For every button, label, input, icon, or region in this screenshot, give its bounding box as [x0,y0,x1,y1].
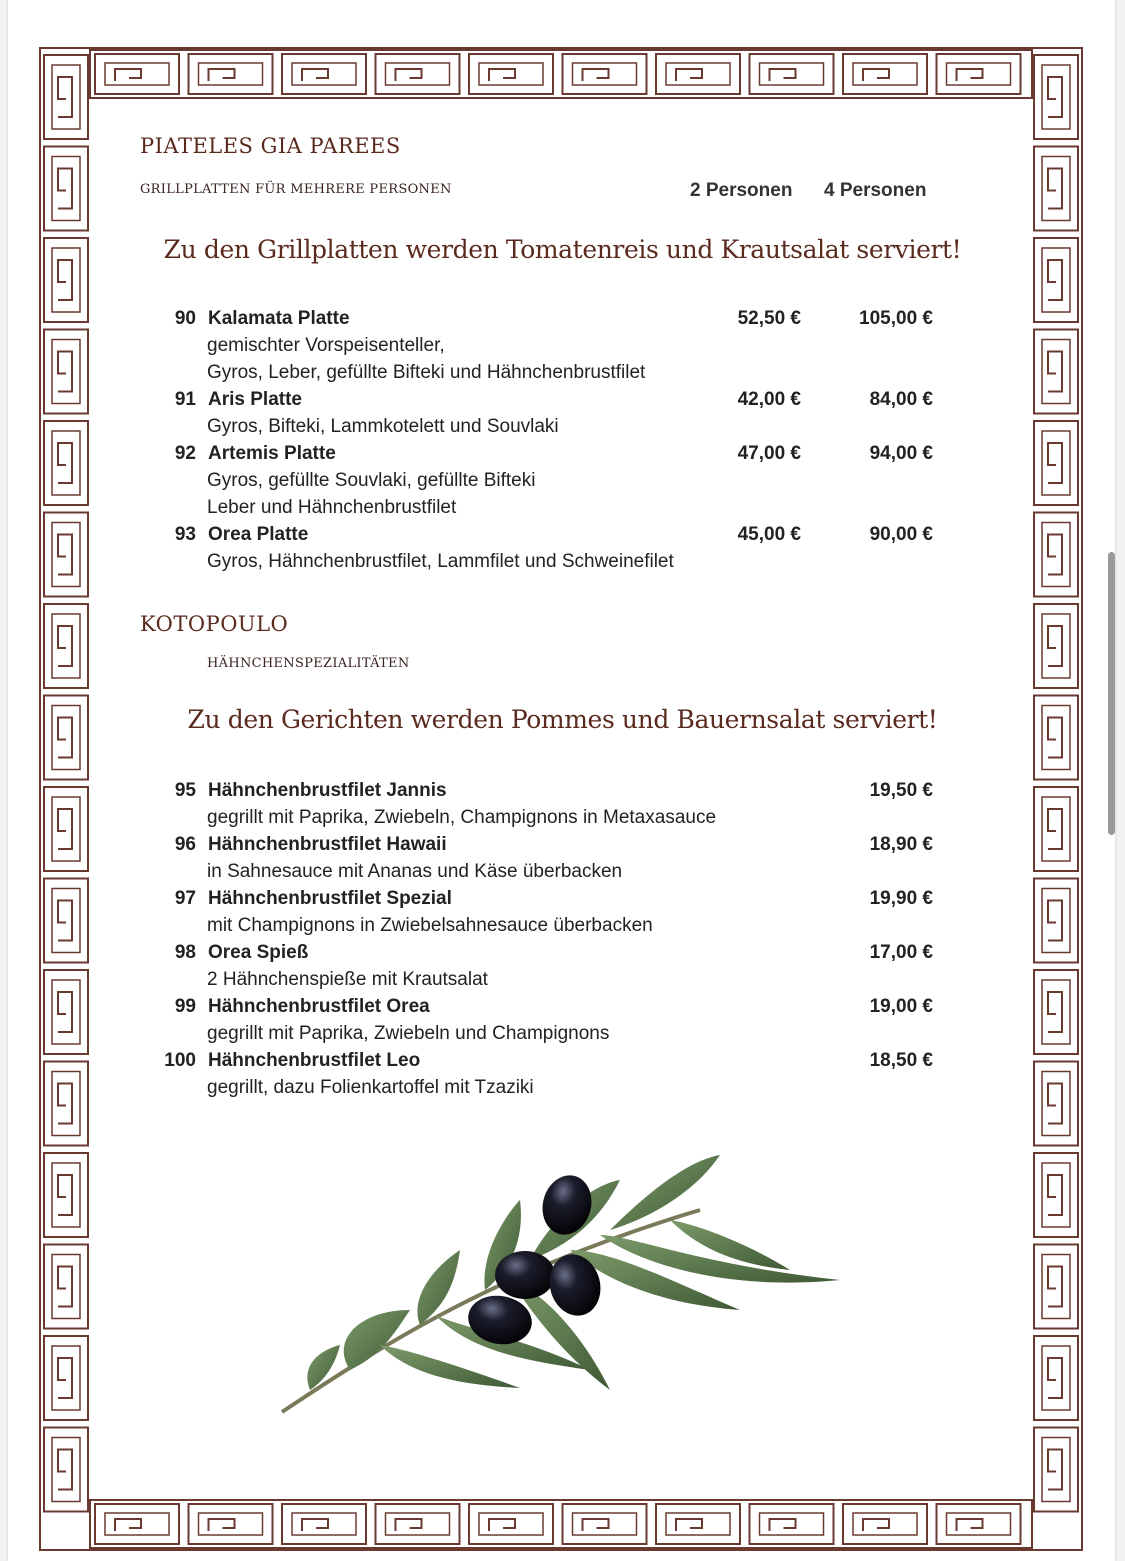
item-number: 100 [164,1050,196,1071]
item-price-4-personen: 84,00 € [869,389,933,410]
item-price: 19,50 € [869,780,933,801]
item-price-4-personen: 94,00 € [869,443,933,464]
item-price-2-personen: 47,00 € [737,443,801,464]
item-price: 17,00 € [869,942,933,963]
item-name: Artemis Platte [208,443,336,464]
item-name: Orea Platte [208,524,309,545]
item-name: Hähnchenbrustfilet Jannis [208,780,447,801]
item-description: 2 Hähnchenspieße mit Krautsalat [207,969,488,990]
item-price: 18,50 € [869,1050,933,1071]
item-description: mit Champignons in Zwiebelsahnesauce überbacken [207,915,653,936]
item-name: Hähnchenbrustfilet Hawaii [208,834,447,855]
item-description: Gyros, gefüllte Souvlaki, gefüllte Bifteki [207,470,536,491]
item-number: 92 [174,443,196,464]
item-price: 18,90 € [869,834,933,855]
item-number: 91 [174,389,196,410]
section-title-kotopoulo: KOTOPOULO [140,612,289,636]
section-subtitle-kotopoulo: HÄHNCHENSPEZIALITÄTEN [207,656,410,671]
item-name: Orea Spieß [208,942,309,963]
item-description: gegrillt mit Paprika, Zwiebeln, Champignons in Metaxasauce [207,807,717,828]
item-description: Gyros, Bifteki, Lammkotelett und Souvlaki [207,416,559,437]
section-subtitle-grillplatten: GRILLPLATTEN FÜR MEHRERE PERSONEN [140,182,452,197]
item-number: 93 [174,524,196,545]
item-price-4-personen: 105,00 € [859,308,933,329]
item-price-4-personen: 90,00 € [869,524,933,545]
item-price-2-personen: 45,00 € [737,524,801,545]
column-header-4-personen: 4 Personen [824,180,927,201]
item-description: Leber und Hähnchenbrustfilet [207,497,457,518]
item-number: 90 [174,308,196,329]
item-name: Hähnchenbrustfilet Orea [208,996,430,1017]
column-header-2-personen: 2 Personen [690,180,793,201]
item-number: 96 [174,834,196,855]
section-title-grillplatten: PIATELES GIA PAREES [140,134,401,158]
item-name: Kalamata Platte [208,308,350,329]
item-description: gegrillt, dazu Folienkartoffel mit Tzaziki [207,1077,534,1098]
item-price-2-personen: 42,00 € [737,389,801,410]
olive-branch-icon [270,1140,870,1440]
item-price: 19,00 € [869,996,933,1017]
item-number: 98 [174,942,196,963]
item-description: Gyros, Hähnchenbrustfilet, Lammfilet und Schweinefilet [207,551,674,572]
item-description: gemischter Vorspeisenteller, [207,335,445,356]
item-price-2-personen: 52,50 € [737,308,801,329]
item-name: Hähnchenbrustfilet Leo [208,1050,421,1071]
item-description: in Sahnesauce mit Ananas und Käse überbacken [207,861,623,882]
item-number: 97 [174,888,196,909]
item-description: gegrillt mit Paprika, Zwiebeln und Champignons [207,1023,610,1044]
item-number: 99 [174,996,196,1017]
notice-kotopoulo: Zu den Gerichten werden Pommes und Bauernsalat serviert! [187,705,938,734]
scrollbar[interactable] [1108,552,1115,835]
item-price: 19,90 € [869,888,933,909]
item-description: Gyros, Leber, gefüllte Bifteki und Hähnchenbrustfilet [207,362,646,383]
item-number: 95 [174,780,196,801]
item-name: Hähnchenbrustfilet Spezial [208,888,452,909]
item-name: Aris Platte [208,389,302,410]
notice-grillplatten: Zu den Grillplatten werden Tomatenreis und Krautsalat serviert! [163,235,962,264]
